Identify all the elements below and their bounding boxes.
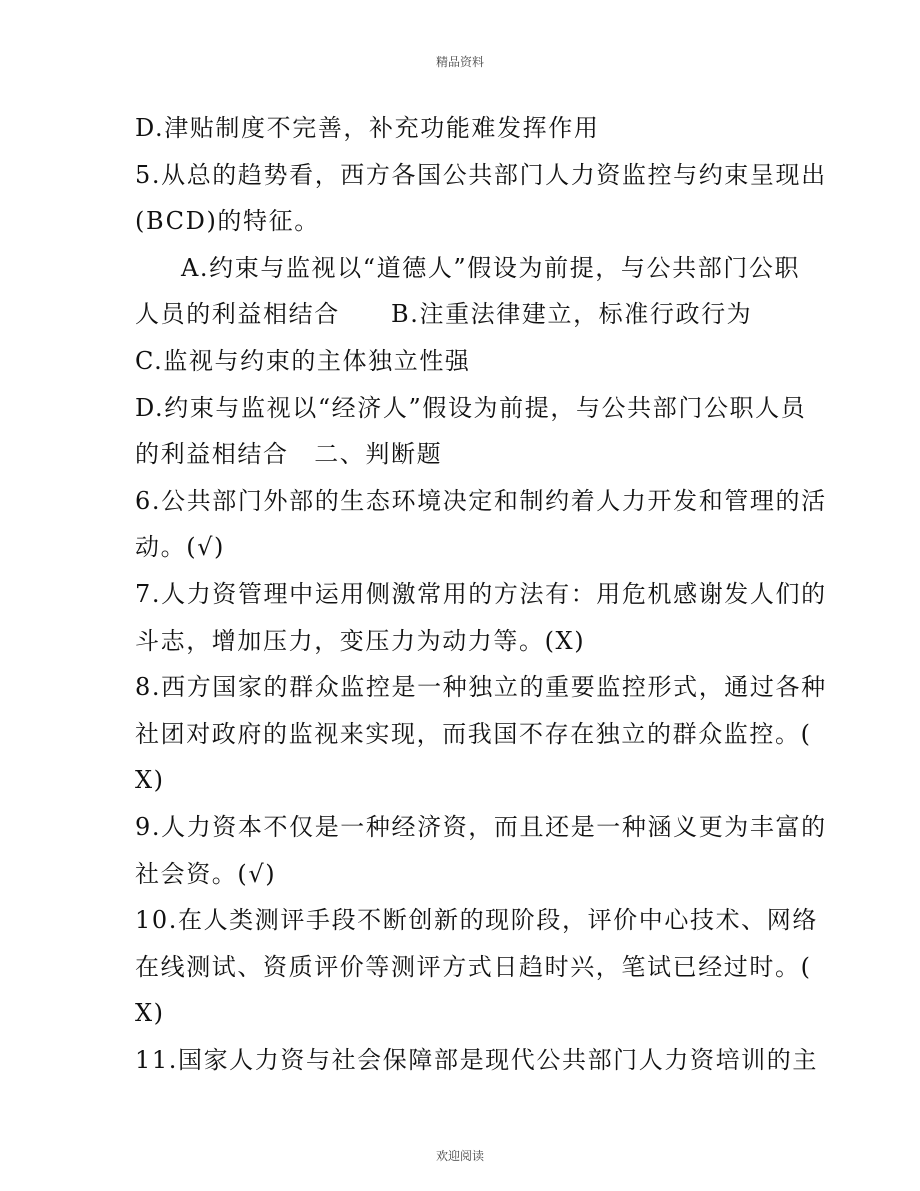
page-header: 精品资料 [435, 55, 484, 69]
question-10-line: 10.在人类测评手段不断创新的现阶段，评价中心技术、网络 [135, 906, 818, 935]
text-line: 社团对政府的监视来实现，而我国不存在独立的群众监控。( [135, 719, 812, 748]
text-line: D.津贴制度不完善，补充功能难发挥作用 [135, 114, 600, 142]
option-d-line: D.约束与监视以“经济人”假设为前提，与公共部门公职人员 [135, 393, 807, 422]
text-line: 社会资。(√) [135, 859, 277, 888]
text-line: 斗志，增加压力，变压力为动力等。(X) [135, 626, 586, 655]
option-c-line: C.监视与约束的主体独立性强 [135, 346, 471, 375]
text-line: 的利益相结合 二、判断题 [135, 440, 443, 469]
text-line: 动。(√) [135, 533, 226, 562]
page-footer: 欢迎阅读 [435, 1149, 484, 1163]
question-5-line: 5.从总的趋势看，西方各国公共部门人力资监控与约束呈现出 [135, 160, 827, 189]
text-line: X) [135, 999, 165, 1028]
text-line: (BCD)的特征。 [135, 207, 320, 236]
question-6-line: 6.公共部门外部的生态环境决定和制约着人力开发和管理的活 [135, 486, 827, 515]
document-body [135, 105, 827, 1083]
option-a-line: A.约束与监视以“道德人”假设为前提，与公共部门公职 [181, 253, 801, 282]
question-9-line: 9.人力资本不仅是一种经济资，而且还是一种涵义更为丰富的 [135, 812, 827, 841]
text-line: 人员的利益相结合 B.注重法律建立，标准行政行为 [135, 300, 753, 329]
question-8-line: 8.西方国家的群众监控是一种独立的重要监控形式，通过各种 [135, 673, 827, 702]
text-line: 在线测试、资质评价等测评方式日趋时兴，笔试已经过时。( [135, 952, 812, 981]
question-11-line: 11.国家人力资与社会保障部是现代公共部门人力资培训的主 [135, 1045, 818, 1074]
text-line: X) [135, 766, 165, 795]
question-7-line: 7.人力资管理中运用侧激常用的方法有：用危机感谢发人们的 [135, 579, 827, 608]
